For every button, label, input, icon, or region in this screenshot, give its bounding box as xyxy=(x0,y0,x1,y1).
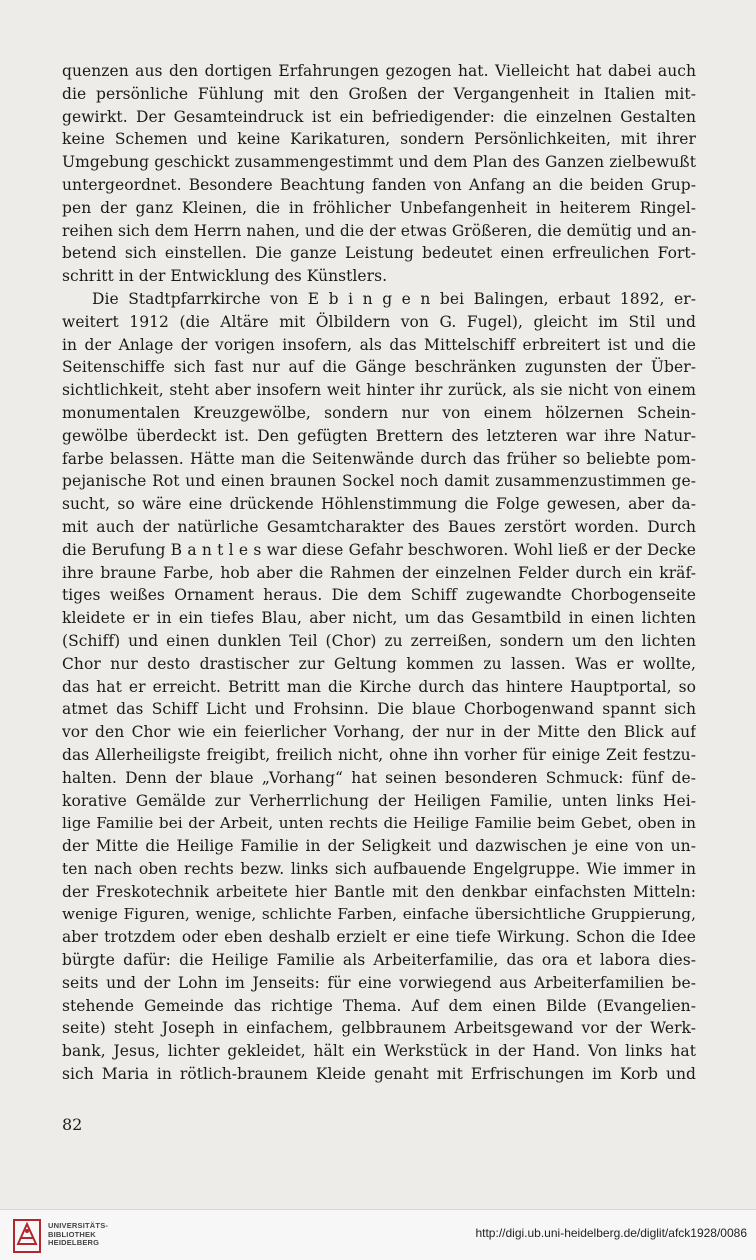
text-line: gewirkt. Der Gesamteindruck ist ein befriedigender: die einzelnen Gestalten xyxy=(62,107,696,126)
text-line: das Allerheiligste freigibt, freilich nicht, ohne ihn vorher für einige Zeit festzu- xyxy=(62,745,696,764)
text-line: der Freskotechnik arbeitete hier Bantle mit den denkbar einfachsten Mitteln: xyxy=(62,882,696,901)
text-line: Chor nur desto drastischer zur Geltung kommen zu lassen. Was er wollte, xyxy=(62,654,696,673)
text-line: mit auch der natürliche Gesamtcharakter des Baues zerstört worden. Durch xyxy=(62,517,696,536)
text-line: weitert 1912 (die Altäre mit Ölbildern von G. Fugel), gleicht im Stil und xyxy=(62,312,696,331)
text-line: korative Gemälde zur Verherrlichung der Heiligen Familie, unten links Hei- xyxy=(62,791,696,810)
library-name-line2: BIBLIOTHEK xyxy=(48,1229,96,1239)
text-line: die persönliche Fühlung mit den Großen der Vergangenheit in Italien mit- xyxy=(62,84,696,103)
text-line: halten. Denn der blaue „Vorhang“ hat seinen besonderen Schmuck: fünf de- xyxy=(62,768,696,787)
text-line: in der Anlage der vorigen insofern, als das Mittelschiff erbreitert ist und die xyxy=(62,335,696,354)
text-line: sucht, so wäre eine drückende Höhlenstimmung die Folge gewesen, aber da- xyxy=(62,495,696,514)
text-line: stehende Gemeinde das richtige Thema. Auf dem einen Bilde (Evangelien- xyxy=(62,996,696,1015)
text-line: seite) steht Joseph in einfachem, gelbbraunem Arbeitsgewand vor der Werk- xyxy=(62,1019,696,1038)
text-line: tiges weißes Ornament heraus. Die dem Schiff zugewandte Chorbogenseite xyxy=(62,586,696,605)
text-line: bürgte dafür: die Heilige Familie als Arbeiterfamilie, das ora et labora dies- xyxy=(62,951,696,970)
library-name xyxy=(48,1222,108,1248)
text-line: wenige Figuren, wenige, schlichte Farben, einfache übersichtliche Gruppierung, xyxy=(62,905,696,924)
text-line: reihen sich dem Herrn nahen, und die der etwas Größeren, die demütig und an- xyxy=(62,221,696,240)
text-line: Seitenschiffe sich fast nur auf die Gänge beschränken zugunsten der Über- xyxy=(62,358,696,377)
text-line: farbe belassen. Hätte man die Seitenwände durch das früher so beliebte pom- xyxy=(62,449,696,468)
text-line: ten nach oben rechts bezw. links sich aufbauende Engelgruppe. Wie immer in xyxy=(62,859,696,878)
text-line: untergeordnet. Besondere Beachtung fanden von Anfang an die beiden Grup- xyxy=(62,175,696,194)
text-line: gewölbe überdeckt ist. Den gefügten Brettern des letzteren war ihre Natur- xyxy=(62,426,696,445)
page-number: 82 xyxy=(62,1115,83,1134)
text-line: schritt in der Entwicklung des Künstlers. xyxy=(62,267,388,286)
text-line: der Mitte die Heilige Familie in der Seligkeit und dazwischen je eine von un- xyxy=(62,837,696,856)
text-line: sich Maria in rötlich-braunem Kleide genaht mit Erfrischungen im Korb und xyxy=(62,1065,696,1084)
text-line: pen der ganz Kleinen, die in fröhlicher Unbefangenheit in heiterem Ringel- xyxy=(62,198,696,217)
text-line: das hat er erreicht. Betritt man die Kirche durch das hintere Hauptportal, so xyxy=(62,677,696,696)
text-line: atmet das Schiff Licht und Frohsinn. Die blaue Chorbogenwand spannt sich xyxy=(62,700,696,719)
library-name-line3: HEIDELBERG xyxy=(48,1238,100,1248)
text-line: quenzen aus den dortigen Erfahrungen gezogen hat. Vielleicht hat dabei auch xyxy=(62,62,696,80)
text-line: pejanische Rot und einen braunen Sockel noch damit zusammenzustimmen ge- xyxy=(62,472,696,491)
text-line: keine Schemen und keine Karikaturen, sondern Persönlichkeiten, mit ihrer xyxy=(62,130,696,149)
text-line: lige Familie bei der Arbeit, unten rechts die Heilige Familie beim Gebet, oben in xyxy=(62,814,696,833)
text-line: monumentalen Kreuzgewölbe, sondern nur von einem hölzernen Schein- xyxy=(62,403,696,422)
text-line: Umgebung geschickt zusammengestimmt und dem Plan des Ganzen zielbewußt xyxy=(62,153,696,172)
text-line: bank, Jesus, lichter gekleidet, hält ein Werkstück in der Hand. Von links hat xyxy=(62,1042,696,1061)
library-name-line1: UNIVERSITÄTS- xyxy=(48,1221,109,1230)
text-line: sichtlichkeit, steht aber insofern weit hinter ihr zurück, als sie nicht von einem xyxy=(62,381,696,400)
body-text xyxy=(62,60,696,1086)
text-line: die Berufung B a n t l e s war diese Gefahr beschworen. Wohl ließ er der Decke xyxy=(62,540,696,559)
text-line: (Schiff) und einen dunklen Teil (Chor) zu zerreißen, sondern um den lichten xyxy=(62,631,696,650)
text-line: Die Stadtpfarrkirche von E b i n g e n bei Balingen, erbaut 1892, er- xyxy=(92,289,696,308)
footer-bar xyxy=(0,1209,756,1260)
text-line: ihre braune Farbe, hob aber die Rahmen der einzelnen Felder durch ein kräf- xyxy=(62,563,696,582)
text-line: vor den Chor wie ein feierlicher Vorhang, der nur in der Mitte den Blick auf xyxy=(62,723,696,742)
text-line: kleidete er in ein tiefes Blau, aber nicht, um das Gesamtbild in einen lichten xyxy=(62,609,696,628)
permalink-url[interactable]: http://digi.ub.uni-heidelberg.de/diglit/afck1928/0086 xyxy=(475,1226,747,1240)
heidelberg-university-seal-icon[interactable] xyxy=(8,1214,50,1256)
text-line: aber trotzdem oder eben deshalb erzielt er eine tiefe Wirkung. Schon die Idee xyxy=(62,928,696,947)
text-line: seits und der Lohn im Jenseits: für eine vorwiegend aus Arbeiterfamilien be- xyxy=(62,973,696,992)
text-line: betend sich einstellen. Die ganze Leistung bedeutet einen erfreulichen Fort- xyxy=(62,244,696,263)
